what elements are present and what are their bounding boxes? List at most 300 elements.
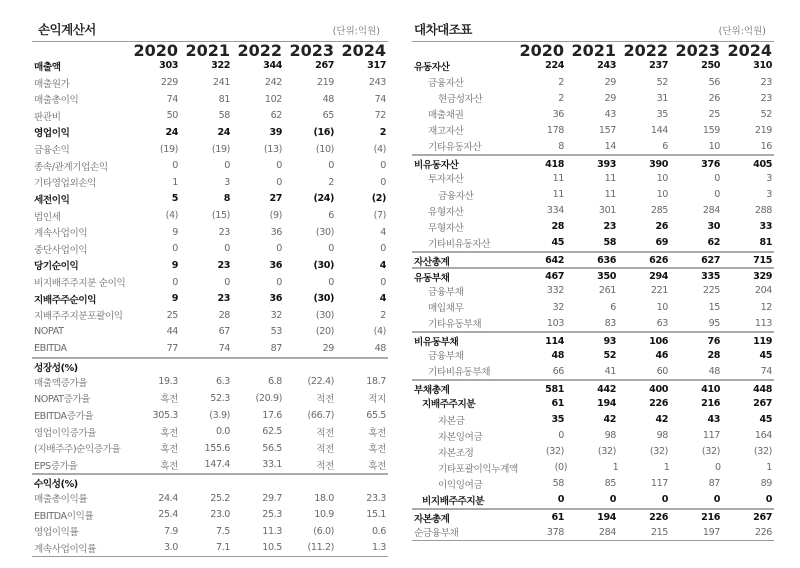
table-row [32, 91, 388, 108]
cell-value: 0 [172, 276, 178, 288]
cell-value: 6.8 [267, 376, 282, 388]
cell-value: 83 [604, 317, 616, 329]
cell-value: (13) [263, 143, 282, 155]
cell-value: 243 [597, 60, 616, 72]
table-row [412, 219, 774, 235]
table-row [412, 106, 774, 122]
cell-value: 4 [379, 293, 386, 305]
year-header: 2021 [571, 40, 616, 60]
row-label: (지배주주)순익증가율 [34, 444, 121, 456]
cell-value: (32) [701, 446, 720, 458]
cell-value: 0 [557, 494, 564, 506]
row-label: 수익성(%) [34, 479, 78, 491]
cell-value: 43 [707, 414, 720, 426]
table-row [412, 315, 774, 331]
cell-value: 74 [218, 343, 230, 355]
row-label: 부채총계 [414, 385, 450, 397]
cell-value: 0 [380, 160, 386, 172]
cell-value: 11 [604, 172, 616, 184]
cell-value: 194 [597, 512, 616, 524]
cell-value: 23 [760, 76, 772, 88]
cell-value: 581 [545, 383, 564, 395]
cell-value: 41 [604, 365, 616, 377]
cell-value: 226 [649, 512, 668, 524]
cell-value: 400 [649, 383, 668, 395]
cell-value: 23.3 [366, 492, 386, 504]
cell-value: 12 [760, 301, 772, 313]
table-row [32, 373, 388, 390]
cell-value: (4) [165, 210, 178, 222]
cell-value: 44 [166, 326, 178, 338]
cell-value: 0 [172, 160, 178, 172]
year-header: 2020 [519, 40, 564, 60]
cell-value: 69 [655, 237, 668, 249]
cell-value: 0 [276, 176, 282, 188]
cell-value: 0 [328, 276, 334, 288]
cell-value: 18.0 [314, 492, 334, 504]
cell-value: 45 [759, 349, 772, 361]
row-label: 자본금 [438, 415, 465, 427]
cell-value: (19) [159, 143, 178, 155]
row-label: 비유동자산 [414, 160, 459, 172]
cell-value: 28 [218, 309, 230, 321]
cell-value: 0 [224, 243, 230, 255]
table-row [32, 290, 388, 307]
row-label: 유동부채 [414, 272, 450, 284]
cell-value: 흑전 [160, 444, 178, 456]
table-row [412, 74, 774, 90]
cell-value: 45 [759, 414, 772, 426]
cell-value: 2 [328, 176, 334, 188]
cell-value: 65.5 [366, 409, 386, 421]
cell-value: 76 [707, 335, 720, 347]
cell-value: 32 [270, 309, 282, 321]
cell-value: 16 [760, 140, 772, 152]
balance-sheet-title: 대차대조표 [414, 22, 472, 37]
cell-value: 2 [558, 76, 564, 88]
cell-value: 23 [217, 293, 230, 305]
cell-value: 317 [367, 60, 386, 72]
cell-value: 65 [322, 110, 334, 122]
cell-value: 219 [754, 124, 772, 136]
cell-value: (11.2) [307, 542, 334, 554]
cell-value: 4 [380, 226, 386, 238]
cell-value: (3.9) [209, 409, 230, 421]
cell-value: 25.4 [158, 509, 178, 521]
cell-value: (16) [313, 126, 334, 138]
row-label: 자본잉여금 [438, 431, 483, 443]
year-header: 2022 [623, 40, 668, 60]
cell-value: 10.9 [314, 509, 334, 521]
table-row [412, 122, 774, 138]
row-label: 종속/관계기업손익 [34, 161, 108, 173]
cell-value: 53 [270, 326, 282, 338]
row-label: 기타비유동자산 [428, 238, 491, 250]
row-label: 자산총계 [414, 256, 450, 268]
row-label: 유동자산 [414, 61, 450, 73]
cell-value: 0 [713, 494, 720, 506]
table-row [412, 58, 774, 74]
row-label: 금융손익 [34, 145, 70, 157]
cell-value: (30) [315, 226, 334, 238]
cell-value: 117 [702, 430, 720, 442]
cell-value: 467 [545, 271, 564, 283]
cell-value: 106 [649, 335, 668, 347]
table-row [32, 274, 388, 291]
cell-value: 61 [551, 512, 564, 524]
cell-value: 6 [662, 140, 668, 152]
row-label: 매출총이익률 [34, 494, 88, 506]
table-row [32, 191, 388, 208]
cell-value: 2 [379, 126, 386, 138]
cell-value: 3 [766, 189, 772, 201]
cell-value: 30 [707, 221, 720, 233]
cell-value: 23 [218, 226, 230, 238]
row-label: 중단사업이익 [34, 244, 88, 256]
cell-value: 25 [708, 108, 720, 120]
cell-value: 10.5 [262, 542, 282, 554]
cell-value: 74 [374, 93, 386, 105]
cell-value: 74 [760, 365, 772, 377]
cell-value: (4) [373, 326, 386, 338]
cell-value: 267 [753, 512, 772, 524]
cell-value: 85 [604, 478, 616, 490]
table-row [412, 363, 774, 379]
cell-value: 66 [552, 365, 564, 377]
cell-value: (7) [373, 210, 386, 222]
cell-value: 23 [760, 92, 772, 104]
table-row [32, 241, 388, 258]
cell-value: 178 [546, 124, 564, 136]
cell-value: 3 [766, 172, 772, 184]
cell-value: 378 [546, 526, 564, 538]
row-label: 기타유동부채 [428, 319, 482, 331]
table-row [412, 138, 774, 154]
cell-value: 0 [328, 243, 334, 255]
cell-value: 6 [610, 301, 616, 313]
cell-value: 42 [655, 414, 668, 426]
cell-value: (15) [211, 210, 230, 222]
cell-value: 7.9 [163, 525, 178, 537]
cell-value: 33.1 [262, 459, 282, 471]
cell-value: 60 [656, 365, 668, 377]
cell-value: 215 [650, 526, 668, 538]
table-row [412, 347, 774, 363]
row-label: 금융부채 [428, 286, 464, 298]
table-row [32, 540, 388, 558]
cell-value: 95 [708, 317, 720, 329]
cell-value: 25 [166, 309, 178, 321]
cell-value: 52.3 [210, 392, 230, 404]
cell-value: (24) [313, 193, 334, 205]
cell-value: 52 [603, 349, 616, 361]
row-label: 유형자산 [428, 206, 464, 218]
cell-value: (30) [313, 259, 334, 271]
cell-value: 26 [655, 221, 668, 233]
cell-value: 0 [224, 160, 230, 172]
cell-value: 0 [714, 172, 720, 184]
cell-value: 흑전 [368, 427, 386, 439]
row-label: 무형자산 [428, 222, 464, 234]
cell-value: 329 [753, 271, 772, 283]
row-label: 영업이익률 [34, 527, 79, 539]
row-label: EBITDA증가율 [34, 411, 94, 422]
table-row [32, 340, 388, 357]
cell-value: 81 [218, 93, 230, 105]
cell-value: 1 [663, 462, 670, 474]
cell-value: 0 [609, 494, 616, 506]
year-header: 2024 [727, 40, 772, 60]
cell-value: 159 [702, 124, 720, 136]
cell-value: 81 [759, 237, 772, 249]
row-label: 이익잉여금 [438, 479, 483, 491]
unit-label: (단위:억원) [332, 26, 380, 37]
cell-value: (2) [371, 193, 386, 205]
cell-value: 흑전 [368, 444, 386, 456]
cell-value: 226 [754, 526, 772, 538]
table-row [412, 90, 774, 106]
cell-value: 98 [604, 430, 616, 442]
cell-value: 147.4 [204, 459, 230, 471]
cell-value: 48 [374, 343, 386, 355]
year-header: 2023 [675, 40, 720, 60]
cell-value: 23.0 [210, 509, 230, 521]
cell-value: 2 [380, 309, 386, 321]
year-header: 2021 [185, 40, 230, 60]
cell-value: 74 [166, 93, 178, 105]
cell-value: 332 [546, 285, 564, 297]
year-header-row [32, 41, 388, 58]
cell-value: 216 [701, 512, 720, 524]
cell-value: 25.2 [210, 492, 230, 504]
cell-value: 0 [714, 189, 720, 201]
cell-value: 284 [598, 526, 616, 538]
cell-value: 29.7 [262, 492, 282, 504]
cell-value: 164 [754, 430, 772, 442]
cell-value: 219 [316, 77, 334, 89]
cell-value: 18.7 [366, 376, 386, 388]
table-row [32, 207, 388, 224]
cell-value: (10) [315, 143, 334, 155]
row-label: 투자자산 [428, 174, 464, 186]
cell-value: 418 [545, 158, 564, 170]
cell-value: 113 [754, 317, 772, 329]
cell-value: 5 [171, 193, 178, 205]
row-label: 매출총이익 [34, 95, 79, 107]
cell-value: 0 [715, 462, 721, 474]
row-label: 자본조정 [438, 447, 474, 459]
cell-value: 0 [224, 276, 230, 288]
cell-value: 1 [612, 462, 619, 474]
cell-value: 285 [650, 205, 668, 217]
cell-value: 87 [270, 343, 282, 355]
table-row [412, 460, 774, 476]
cell-value: 29 [322, 343, 334, 355]
cell-value: 310 [753, 60, 772, 72]
cell-value: 7.5 [215, 525, 230, 537]
table-row [32, 407, 388, 424]
cell-value: 36 [269, 259, 282, 271]
row-label: 기타포괄이익누계액 [438, 463, 518, 475]
cell-value: 197 [702, 526, 720, 538]
cell-value: 31 [656, 92, 668, 104]
row-label: EBITDA이익률 [34, 510, 94, 522]
table-row [32, 257, 388, 274]
row-label: 매출원가 [34, 78, 70, 90]
cell-value: 194 [597, 397, 616, 409]
cell-value: 350 [597, 271, 616, 283]
cell-value: 42 [603, 414, 616, 426]
cell-value: 715 [753, 255, 772, 267]
row-label: 비유동부채 [414, 337, 459, 349]
cell-value: 8 [223, 193, 230, 205]
cell-value: 6 [328, 210, 334, 222]
cell-value: 0 [172, 243, 178, 255]
cell-value: 36 [552, 108, 564, 120]
table-row [32, 440, 388, 457]
cell-value: 50 [166, 110, 178, 122]
cell-value: 흑전 [368, 460, 386, 472]
cell-value: 119 [753, 335, 772, 347]
cell-value: 0 [276, 276, 282, 288]
row-label: 순금융부채 [414, 528, 459, 540]
table-row [32, 124, 388, 141]
row-label: 비지배주주지분 순이익 [34, 278, 126, 290]
cell-value: 58 [552, 478, 564, 490]
row-label: 계속사업이익 [34, 228, 88, 240]
row-label: 세전이익 [34, 194, 70, 206]
cell-value: 48 [708, 365, 720, 377]
cell-value: 14 [604, 140, 616, 152]
cell-value: 48 [551, 349, 564, 361]
cell-value: 3 [224, 176, 230, 188]
cell-value: (4) [373, 143, 386, 155]
cell-value: (9) [269, 210, 282, 222]
cell-value: 10 [708, 140, 720, 152]
cell-value: 28 [707, 349, 720, 361]
cell-value: 636 [597, 255, 616, 267]
cell-value: 442 [597, 383, 616, 395]
cell-value: 267 [315, 60, 334, 72]
table-row [32, 224, 388, 241]
cell-value: 0.6 [371, 525, 386, 537]
table-row [32, 324, 388, 341]
cell-value: 87 [708, 478, 720, 490]
row-label: 영업이익 [34, 128, 70, 140]
table-row [32, 174, 388, 191]
row-label: 성장성(%) [34, 363, 78, 375]
table-row [32, 58, 388, 75]
cell-value: 32 [552, 301, 564, 313]
cell-value: 15.1 [366, 509, 386, 521]
cell-value: 9 [171, 259, 178, 271]
cell-value: 405 [753, 158, 772, 170]
cell-value: 62.5 [262, 426, 282, 438]
cell-value: 35 [656, 108, 668, 120]
cell-value: 43 [604, 108, 616, 120]
cell-value: 204 [754, 285, 772, 297]
row-label: 기타비유동부채 [428, 367, 491, 379]
cell-value: 적전 [316, 460, 334, 472]
table-row [32, 506, 388, 523]
table-row [32, 74, 388, 91]
cell-value: 288 [754, 205, 772, 217]
cell-value: 1 [172, 176, 178, 188]
cell-value: (6.0) [313, 525, 334, 537]
cell-value: 적지 [368, 394, 386, 406]
cell-value: 7.1 [215, 542, 230, 554]
cell-value: 36 [269, 293, 282, 305]
table-row [412, 203, 774, 219]
cell-value: 46 [655, 349, 668, 361]
cell-value: 29 [604, 76, 616, 88]
row-label: EPS증가율 [34, 460, 78, 472]
cell-value: 103 [546, 317, 564, 329]
cell-value: 627 [701, 255, 720, 267]
table-row [32, 108, 388, 125]
cell-value: 98 [656, 430, 668, 442]
cell-value: 267 [753, 397, 772, 409]
table-row [412, 444, 774, 460]
cell-value: 10 [656, 172, 668, 184]
table-row [412, 524, 774, 541]
cell-value: 390 [649, 158, 668, 170]
cell-value: 305.3 [152, 409, 178, 421]
cell-value: 11 [552, 172, 564, 184]
row-label: 지배주주순이익 [34, 294, 97, 306]
cell-value: (32) [753, 446, 772, 458]
cell-value: 0 [328, 160, 334, 172]
cell-value: 334 [546, 205, 564, 217]
table-row [412, 492, 774, 508]
cell-value: 237 [649, 60, 668, 72]
year-header: 2022 [237, 40, 282, 60]
cell-value: 11.3 [262, 525, 282, 537]
cell-value: 35 [551, 414, 564, 426]
cell-value: 221 [650, 285, 668, 297]
cell-value: 157 [598, 124, 616, 136]
cell-value: 376 [701, 158, 720, 170]
cell-value: 448 [753, 383, 772, 395]
cell-value: 10 [656, 301, 668, 313]
row-label: 매출액 [34, 61, 61, 73]
cell-value: 52 [656, 76, 668, 88]
year-header: 2023 [289, 40, 334, 60]
year-header: 2024 [341, 40, 386, 60]
table-row [412, 428, 774, 444]
cell-value: 284 [702, 205, 720, 217]
cell-value: 117 [650, 478, 668, 490]
cell-value: 23 [603, 221, 616, 233]
cell-value: (20) [315, 326, 334, 338]
row-label: 매출액증가율 [34, 377, 88, 389]
cell-value: 3.0 [163, 542, 178, 554]
cell-value: 410 [701, 383, 720, 395]
cell-value: (20.9) [255, 392, 282, 404]
cell-value: 242 [264, 77, 282, 89]
cell-value: 93 [603, 335, 616, 347]
cell-value: (32) [597, 446, 616, 458]
cell-value: (30) [315, 309, 334, 321]
cell-value: 224 [545, 60, 564, 72]
table-row [412, 283, 774, 299]
income-statement-title: 손익계산서 [38, 22, 96, 37]
cell-value: 흑전 [160, 427, 178, 439]
table-row [32, 490, 388, 507]
year-header-row [412, 41, 774, 58]
cell-value: (30) [313, 293, 334, 305]
cell-value: 0 [380, 243, 386, 255]
